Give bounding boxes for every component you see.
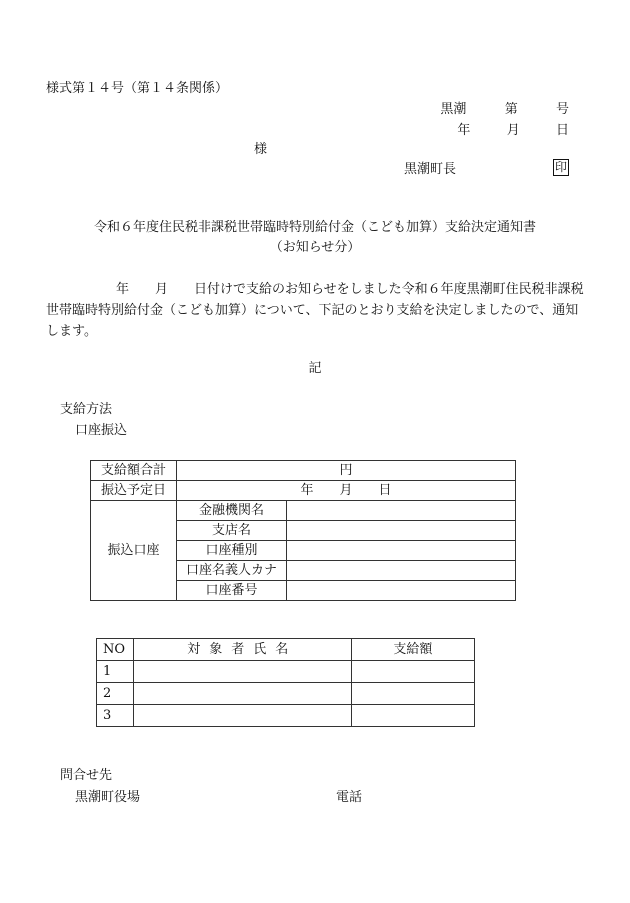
form-number: 様式第１４号（第１４条関係）: [46, 81, 229, 96]
issue-suffix: 号: [555, 102, 569, 117]
schedule-value: 年 月 日: [177, 481, 516, 501]
account-label: 振込口座: [91, 501, 177, 601]
table-row: [91, 481, 516, 501]
table-row: [91, 461, 516, 481]
account-number-value: [287, 581, 516, 601]
recipient-name-cell: [133, 683, 351, 705]
account-bank-value: [287, 501, 516, 521]
account-type-value: [287, 541, 516, 561]
account-bank-label: 金融機関名: [177, 501, 287, 521]
contact-tel-label: 電話: [336, 790, 363, 805]
body-text: 年 月 日付けで支給のお知らせをしました令和６年度黒潮町住民税非課税世帯臨時特別給付金（こども加算）について、下記のとおり支給を決定しましたので、通知します。: [46, 282, 584, 339]
payment-method-heading: 支給方法: [60, 402, 113, 417]
issue-year: 年: [457, 123, 471, 138]
recipient-amount-cell: [351, 683, 474, 705]
recipient-name-cell: [133, 661, 351, 683]
addressee: 様: [254, 142, 268, 157]
issuer: 黒潮町長: [404, 162, 457, 177]
total-unit: 円: [339, 462, 353, 478]
total-value: [177, 461, 516, 481]
table-row: [97, 705, 475, 727]
header-no: NO: [97, 639, 134, 661]
payment-method-value: 口座振込: [75, 423, 128, 438]
account-number-label: 口座番号: [177, 581, 287, 601]
row-number: 3: [97, 705, 134, 727]
schedule-label: 振込予定日: [91, 481, 177, 501]
ki-heading: 記: [308, 361, 322, 376]
issue-date: [457, 123, 569, 139]
table-row: [91, 501, 516, 521]
contact-heading: 問合せ先: [60, 768, 113, 783]
account-branch-value: [287, 521, 516, 541]
header-name: 対象者氏名: [133, 639, 351, 661]
recipient-name-cell: [133, 705, 351, 727]
table-row: [97, 683, 475, 705]
issue-prefix: 第: [504, 102, 518, 117]
table-header-row: [97, 639, 475, 661]
total-label: 支給額合計: [91, 461, 177, 481]
account-type-label: 口座種別: [177, 541, 287, 561]
issue-month: 月: [506, 123, 520, 138]
issue-day: 日: [555, 123, 569, 138]
recipient-table: [96, 638, 475, 727]
header-amount: 支給額: [351, 639, 474, 661]
recipient-amount-cell: [351, 705, 474, 727]
issue-office: 黒潮: [440, 102, 467, 117]
seal-stamp: 印: [553, 159, 569, 176]
contact-office: 黒潮町役場: [75, 790, 141, 805]
payment-table: [90, 460, 516, 601]
document-subtitle: （お知らせ分）: [269, 240, 361, 255]
table-row: [97, 661, 475, 683]
issue-number: [440, 102, 569, 118]
row-number: 1: [97, 661, 134, 683]
account-holder-label: 口座名義人カナ: [177, 561, 287, 581]
row-number: 2: [97, 683, 134, 705]
account-branch-label: 支店名: [177, 521, 287, 541]
recipient-amount-cell: [351, 661, 474, 683]
document-title: 令和６年度住民税非課税世帯臨時特別給付金（こども加算）支給決定通知書: [93, 220, 536, 235]
account-holder-value: [287, 561, 516, 581]
